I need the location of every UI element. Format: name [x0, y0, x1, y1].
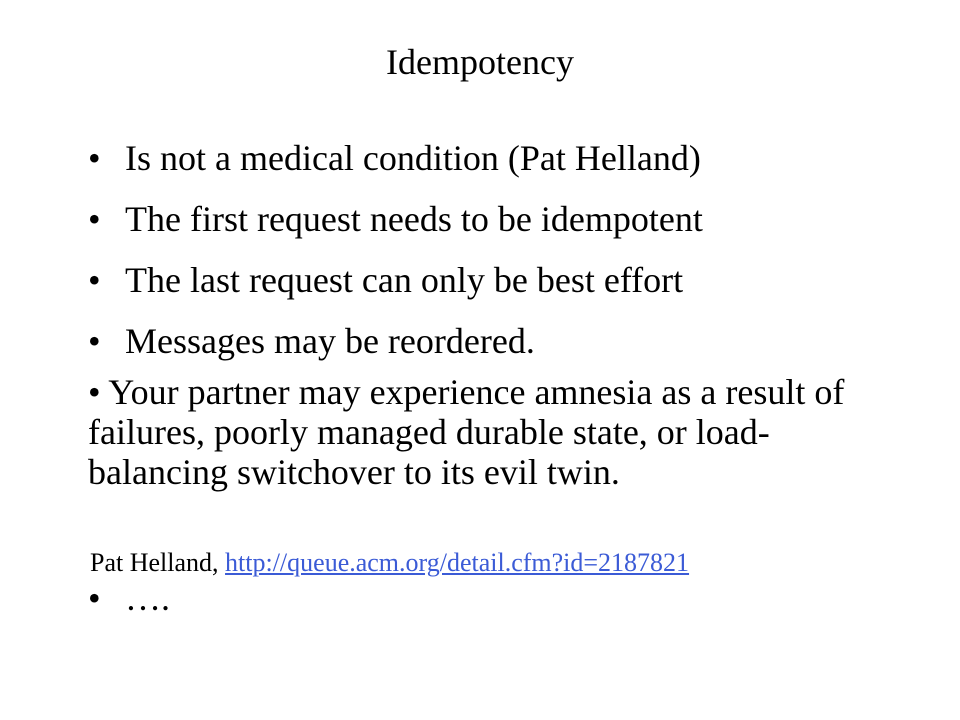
- citation: [90, 546, 689, 580]
- bullet-item: [88, 136, 888, 197]
- bullet-list: [88, 136, 888, 380]
- bullet-marker: •: [88, 138, 101, 178]
- bullet-marker: •: [88, 199, 101, 239]
- citation-link[interactable]: http://queue.acm.org/detail.cfm?id=2187821: [225, 548, 690, 577]
- bullet-item: [88, 319, 888, 380]
- bullet-marker: •: [88, 260, 101, 300]
- bullet-text: The last request can only be best effort: [125, 260, 684, 300]
- bullet-text: Messages may be reordered.: [125, 321, 535, 361]
- bullet-text: The first request needs to be idempotent: [125, 199, 703, 239]
- ellipsis-text: ….: [125, 578, 170, 618]
- bullet-marker: •: [88, 578, 101, 618]
- ellipsis-bullet: [88, 576, 170, 620]
- bullet-item: [88, 197, 888, 258]
- bullet-text: Is not a medical condition (Pat Helland): [125, 138, 701, 178]
- amnesia-paragraph: • Your partner may experience amnesia as a result of failures, poorly managed durable state, or load-balancing switchover to its evil twin.: [88, 372, 845, 492]
- bullet-item: [88, 258, 888, 319]
- slide-title: Idempotency: [386, 42, 574, 82]
- bullet-marker: •: [88, 321, 101, 361]
- citation-author: Pat Helland,: [90, 548, 226, 577]
